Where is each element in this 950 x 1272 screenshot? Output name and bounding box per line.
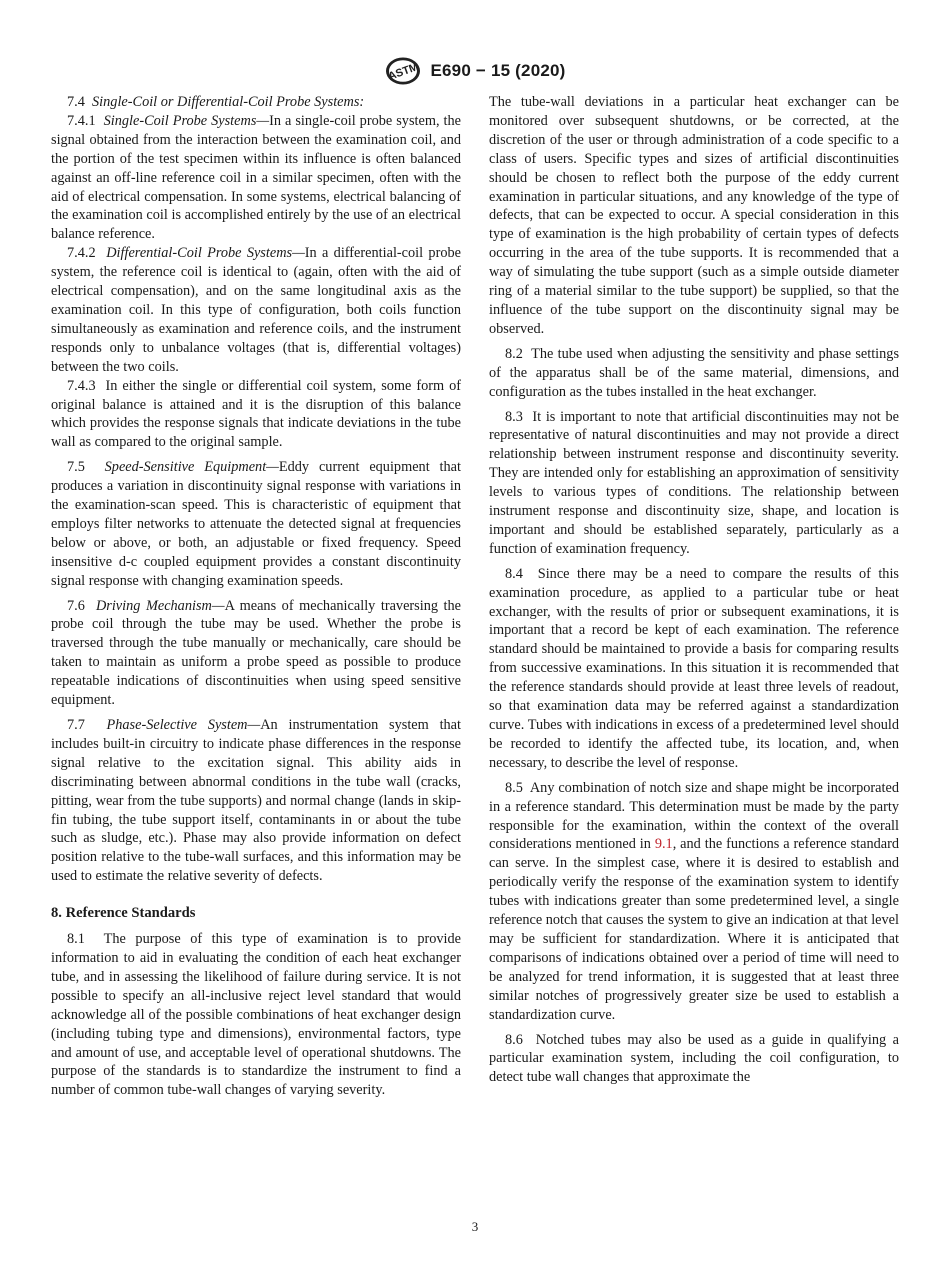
- paragraph-8-4: 8.4 Since there may be a need to compare the results of this examination procedure, as applied to a particular tube or heat exchanger, with the results of prior or subsequent examinations, it is important that a record be kept of each examination. The reference standard should be maintained to provide a basis for comparing results from successive examinations. In this situation it is recommended that the reference standards should provide at least three levels of readout, so that examination data may be referred against a standardization curve. Tubes with indications in excess of a predetermined level should be recorded to identify the affected tube, its location, and, when necessary, to describe the level of response.: [489, 565, 899, 771]
- paragraph-8-1: 8.1 The purpose of this type of examination is to provide information to aid in evaluating the condition of each heat exchanger tube, and in assessing the likelihood of failure during service. It is not possible to specify an all-inclusive reject level standard that would acknowledge all of the possible combinations of heat exchanger design (including tubing type and dimensions), environmental factors, type and amount of use, and acceptable level of operational shutdowns. The purpose of the standards is to standardize the instrument to find a number of common tube-wall changes of varying severity.: [51, 931, 461, 1099]
- astm-logo-icon: [384, 56, 422, 86]
- left-column: [51, 93, 461, 1100]
- paragraph-8-2: 8.2 The tube used when adjusting the sensitivity and phase settings of the apparatus shall be of the same material, dimensions, and configuration as the tubes installed in the heat exchanger.: [489, 345, 900, 400]
- paragraph-7-4-2: 7.4.2 Differential-Coil Probe Systems—In a differential-coil probe system, the reference coil is identical to (again, often with the aid of electrical compensation), and on the same longitudinal axis as the examination coil. In this type of configuration, both coils function simultaneously as examination and reference coils, and the instrument responds only to unbalance voltages (that is, differential voltages) between the two coils.: [51, 245, 461, 375]
- paragraph-7-4-1: 7.4.1 Single-Coil Probe Systems—In a single-coil probe system, the signal obtained from the interaction between the examination coil, and the portion of the test specimen within its influence is often balanced against an off-line reference coil in a similar specimen, often with the aid of electrical compensation. In some systems, electrical balancing of the examination coil is accomplished entirely by the use of an electrical balance reference.: [51, 112, 461, 243]
- paragraph-7-5: 7.5 Speed-Sensitive Equipment—Eddy current equipment that produces a variation in discontinuity signal response with variations in the examination-scan speed. This is characteristic of equipment that employs filter networks to attenuate the detected signal at frequencies below or above, or both, an adjustable or fixed frequency. Speed insensitive d-c coupled equipment provides a constant discontinuity signal response with changing examination speeds.: [51, 459, 461, 589]
- paragraph-7-4: 7.4 Single-Coil or Differential-Coil Probe Systems:: [67, 94, 365, 110]
- paragraph-7-6: 7.6 Driving Mechanism—A means of mechanically traversing the probe coil through the tube may be used. Whether the probe is traversed through the tube manually or mechanically, care should be taken to maintain as uniform a probe speed as possible to produce repeatable indications of discontinuities when using speed sensitive equipment.: [51, 597, 462, 709]
- paragraph-8-5: 8.5 Any combination of notch size and shape might be incorporated in a reference standard. This determination must be made by the party responsible for the examination, within the context of the overall considerations mentioned in 9.1, and the functions a reference standard can serve. In the simplest case, where it is desired to establish and periodically verify the response of the examination system to identify tubes with indications greater than some predetermined level, a single reference notch that causes the system to give an indication at that level may be sufficient for standardization. Where it is anticipated that comparisons of indications obtained over a period of time will need to be analyzed for trend information, it is suggested that at least three similar notches of progressively greater size be used to establish a standardization curve.: [489, 779, 900, 1023]
- page-number: 3: [471, 1219, 479, 1234]
- svg-text:ASTM: ASTM: [387, 60, 421, 83]
- document-id: E690 − 15 (2020): [430, 61, 566, 80]
- page-header: [0, 56, 950, 86]
- paragraph-8-6: 8.6 Notched tubes may also be used as a guide in qualifying a particular examination system, including the coil configuration, to detect tube wall changes that approximate the: [489, 1031, 899, 1086]
- paragraph-7-7: 7.7 Phase-Selective System—An instrumentation system that includes built-in circuitry to indicate phase differences in the response signal relative to the excitation signal. This ability aids in discriminating between abnormal conditions in the tube wall (cracks, pitting, wear from the tube supports) and normal change (lands in skip-fin tubing, the tube support itself, contaminants in or about the tube such as sludge, etc.). Phase may also provide information on defect position relative to the tube-wall surfaces, and this information may be used to estimate the relative severity of defects.: [51, 717, 462, 885]
- paragraph-7-4-3: 7.4.3 In either the single or differential coil system, some form of original balance is attained and it is the disruption of this balance which provides the response signals that indicate deviations in the tube wall as compared to the original sample.: [51, 377, 461, 451]
- section-link-9-1[interactable]: 9.1: [654, 836, 673, 853]
- right-column: [489, 93, 899, 1087]
- paragraph-8-3: 8.3 It is important to note that artificial discontinuities may not be representative of natural discontinuities and may not provide a direct relationship between instrument response and discontinuity severity. They are intended only for establishing an approximation of sensitivity levels to various types of conditions. The relationship between instrument response and discontinuity size, shape, and location is important and should be established separately, particularly as a function of examination frequency.: [489, 408, 899, 557]
- section-heading-reference-standards: 8. Reference Standards: [51, 905, 196, 922]
- paragraph-8-1-continued: The tube-wall deviations in a particular heat exchanger can be monitored over subsequent shutdowns, or be corrected, at the discretion of the user or through administration of a code specific to a class of users. Specific types and sizes of artificial discontinuities should be chosen to reflect both the purpose of the eddy current examination in particular situations, and any knowledge of the type of defects, that can be expected to occur. A special consideration in this type of examination is the high probability of certain types of defects occurring in the area of the tube supports. It is recommended that a way of simulating the tube support (such as a simple outside diameter ring of a material similar to the tube support) be supplied, so that the influence of the tube support on the discontinuity signal may be observed.: [489, 94, 899, 337]
